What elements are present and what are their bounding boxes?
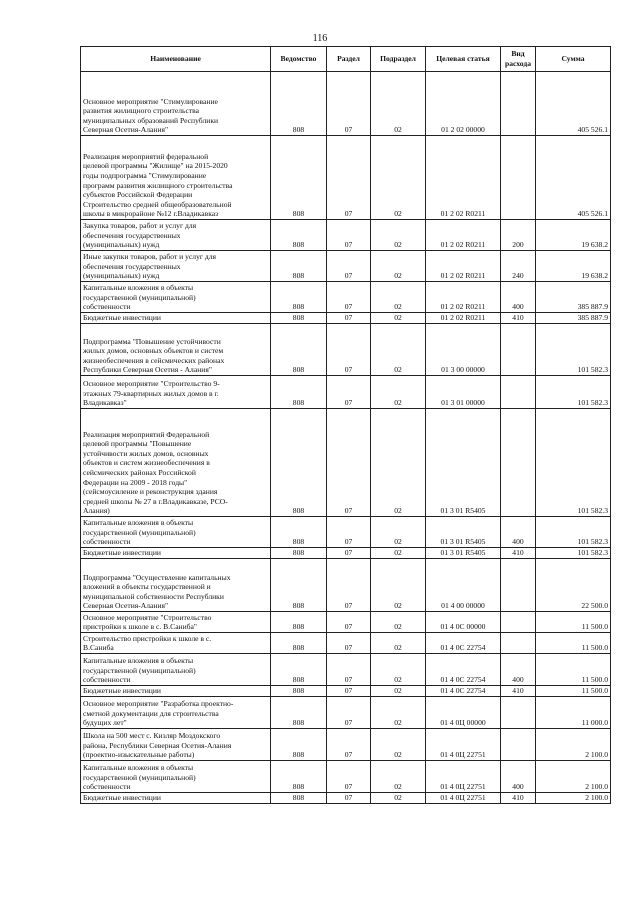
row-dept: 808 [271,729,327,761]
row-section: 07 [327,220,371,251]
row-name: Школа на 500 мест с. Кизляр Моздокского района, Республики Северная Осетия-Алания (проектно-изыскательные работы) [81,729,271,761]
row-sum: 2 100.0 [536,793,611,804]
row-kind: 200 [501,220,536,251]
row-section: 07 [327,612,371,633]
row-kind: 410 [501,686,536,697]
table-row [81,559,611,612]
row-kind [501,612,536,633]
row-dept: 808 [271,72,327,136]
row-dept: 808 [271,376,327,409]
table-row [81,761,611,793]
row-target: 01 2 02 R0211 [426,136,501,220]
row-section: 07 [327,654,371,686]
table-row [81,282,611,313]
table-row [81,72,611,136]
row-dept: 808 [271,324,327,376]
row-dept: 808 [271,409,327,517]
row-subsection: 02 [371,697,426,729]
row-name: Подпрограмма "Осуществление капитальных вложений в объекты государственной и муниципальной собственности Республики Северная Осетия-Алания" [81,559,271,612]
row-sum: 19 638.2 [536,220,611,251]
page-number: 116 [312,33,328,44]
row-sum: 11 500.0 [536,612,611,633]
row-kind [501,633,536,654]
row-target: 01 4 0С 00000 [426,612,501,633]
table-row [81,324,611,376]
row-target: 01 4 0Ц 22751 [426,793,501,804]
row-section: 07 [327,697,371,729]
row-sum: 2 100.0 [536,761,611,793]
row-section: 07 [327,251,371,282]
row-subsection: 02 [371,136,426,220]
row-kind: 410 [501,548,536,559]
row-subsection: 02 [371,559,426,612]
row-dept: 808 [271,612,327,633]
row-target: 01 2 02 00000 [426,72,501,136]
table-row [81,654,611,686]
header-sum: Сумма [536,47,611,72]
row-name: Реализация мероприятий Федеральной целевой программы "Повышение устойчивости жилых домов, основных объектов и систем жизнеобеспечения в сейсмических районах Российской Федерации на 2009 - 2018 годы" (сейсмоусиление и реконструкция здания средней школы № 27 в г.Владикавказе, РСО- Алания) [81,409,271,517]
row-subsection: 02 [371,376,426,409]
row-sum: 101 582.3 [536,409,611,517]
row-name: Закупка товаров, работ и услуг для обеспечения государственных (муниципальных) нужд [81,220,271,251]
row-dept: 808 [271,548,327,559]
row-target: 01 2 02 R0211 [426,282,501,313]
row-subsection: 02 [371,517,426,548]
row-kind: 410 [501,313,536,324]
table-row [81,220,611,251]
row-section: 07 [327,761,371,793]
table-row [81,251,611,282]
row-kind [501,409,536,517]
row-kind [501,72,536,136]
row-sum: 11 500.0 [536,686,611,697]
row-name: Капитальные вложения в объекты государственной (муниципальной) собственности [81,654,271,686]
row-subsection: 02 [371,761,426,793]
row-subsection: 02 [371,324,426,376]
row-section: 07 [327,409,371,517]
row-sum: 385 887.9 [536,313,611,324]
row-sum: 11 500.0 [536,633,611,654]
table-row [81,136,611,220]
table-row [81,793,611,804]
row-subsection: 02 [371,548,426,559]
row-target: 01 3 01 R5405 [426,517,501,548]
table-row [81,633,611,654]
row-kind: 400 [501,761,536,793]
header-name: Наименование [81,47,271,72]
row-kind: 410 [501,793,536,804]
row-section: 07 [327,282,371,313]
row-target: 01 2 02 R0211 [426,313,501,324]
row-section: 07 [327,548,371,559]
table-row [81,697,611,729]
row-target: 01 4 0С 22754 [426,686,501,697]
row-subsection: 02 [371,633,426,654]
row-dept: 808 [271,686,327,697]
row-target: 01 4 0Ц 22751 [426,761,501,793]
row-subsection: 02 [371,793,426,804]
row-dept: 808 [271,136,327,220]
row-kind [501,376,536,409]
row-name: Подпрограмма "Повышение устойчивости жилых домов, основных объектов и систем жизнеобеспечения в сейсмических районах Республики Северная Осетия - Алания" [81,324,271,376]
row-dept: 808 [271,761,327,793]
row-dept: 808 [271,633,327,654]
row-sum: 101 582.3 [536,517,611,548]
row-section: 07 [327,559,371,612]
row-name: Капитальные вложения в объекты государственной (муниципальной) собственности [81,517,271,548]
row-kind: 400 [501,517,536,548]
row-kind [501,324,536,376]
row-name: Бюджетные инвестиции [81,686,271,697]
table-header-row [81,47,611,72]
table-row [81,686,611,697]
row-target: 01 4 0С 22754 [426,633,501,654]
row-sum: 22 500.0 [536,559,611,612]
row-dept: 808 [271,251,327,282]
row-target: 01 3 00 00000 [426,324,501,376]
row-dept: 808 [271,282,327,313]
row-subsection: 02 [371,282,426,313]
row-section: 07 [327,136,371,220]
row-sum: 19 638.2 [536,251,611,282]
row-dept: 808 [271,559,327,612]
row-name: Бюджетные инвестиции [81,793,271,804]
row-dept: 808 [271,517,327,548]
row-kind [501,697,536,729]
row-target: 01 4 00 00000 [426,559,501,612]
row-kind [501,559,536,612]
row-sum: 11 500.0 [536,654,611,686]
row-name: Основное мероприятие "Строительство пристройки к школе в с. В.Саниба" [81,612,271,633]
row-target: 01 2 02 R0211 [426,220,501,251]
header-subsection: Подраздел [371,47,426,72]
row-target: 01 3 01 00000 [426,376,501,409]
row-name: Основное мероприятие "Строительство 9- этажных 79-квартирных жилых домов в г. Владикавказ" [81,376,271,409]
row-target: 01 4 0Ц 00000 [426,697,501,729]
row-sum: 405 526.1 [536,136,611,220]
header-section: Раздел [327,47,371,72]
row-subsection: 02 [371,251,426,282]
row-dept: 808 [271,313,327,324]
row-section: 07 [327,517,371,548]
row-subsection: 02 [371,654,426,686]
table-row [81,517,611,548]
row-sum: 101 582.3 [536,324,611,376]
row-kind: 400 [501,282,536,313]
row-subsection: 02 [371,409,426,517]
row-name: Иные закупки товаров, работ и услуг для обеспечения государственных (муниципальных) нужд [81,251,271,282]
row-section: 07 [327,72,371,136]
row-sum: 101 582.3 [536,548,611,559]
row-section: 07 [327,633,371,654]
row-subsection: 02 [371,313,426,324]
header-dept: Ведомство [271,47,327,72]
table-body [81,72,611,804]
header-target: Целевая статья [426,47,501,72]
row-dept: 808 [271,697,327,729]
row-subsection: 02 [371,220,426,251]
row-section: 07 [327,313,371,324]
table-row [81,548,611,559]
table-row [81,313,611,324]
row-target: 01 3 01 R5405 [426,548,501,559]
row-name: Капитальные вложения в объекты государственной (муниципальной) собственности [81,761,271,793]
row-dept: 808 [271,793,327,804]
row-kind [501,136,536,220]
row-subsection: 02 [371,686,426,697]
table-row [81,409,611,517]
row-target: 01 4 0С 22754 [426,654,501,686]
row-section: 07 [327,686,371,697]
row-target: 01 3 01 R5405 [426,409,501,517]
row-subsection: 02 [371,612,426,633]
row-target: 01 2 02 R0211 [426,251,501,282]
row-section: 07 [327,376,371,409]
table-row [81,729,611,761]
row-name: Капитальные вложения в объекты государственной (муниципальной) собственности [81,282,271,313]
row-section: 07 [327,324,371,376]
row-kind: 240 [501,251,536,282]
row-sum: 11 000.0 [536,697,611,729]
row-sum: 385 887.9 [536,282,611,313]
row-sum: 405 526.1 [536,72,611,136]
row-name: Строительство пристройки к школе в с. В.Саниба [81,633,271,654]
row-name: Реализация мероприятий федеральной целевой программы "Жилище" на 2015-2020 годы подпрограмма "Стимулирование программ развития жилищного строительства субъектов Российской Федерации Строительство средней общеобразовательной школы в микрорайоне №12 г.Владикавказ [81,136,271,220]
row-target: 01 4 0Ц 22751 [426,729,501,761]
row-name: Бюджетные инвестиции [81,548,271,559]
table-row [81,376,611,409]
row-section: 07 [327,793,371,804]
row-sum: 101 582.3 [536,376,611,409]
row-subsection: 02 [371,72,426,136]
row-kind: 400 [501,654,536,686]
budget-table [80,46,611,804]
row-name: Бюджетные инвестиции [81,313,271,324]
header-kind: Вид расхода [501,47,536,72]
row-name: Основное мероприятие "Разработка проектно- сметной документации для строительства будущих лет" [81,697,271,729]
row-name: Основное мероприятие "Стимулирование развития жилищного строительства муниципальных образований Республики Северная Осетия-Алания" [81,72,271,136]
table-row [81,612,611,633]
row-dept: 808 [271,654,327,686]
row-kind [501,729,536,761]
row-subsection: 02 [371,729,426,761]
row-section: 07 [327,729,371,761]
row-dept: 808 [271,220,327,251]
row-sum: 2 100.0 [536,729,611,761]
